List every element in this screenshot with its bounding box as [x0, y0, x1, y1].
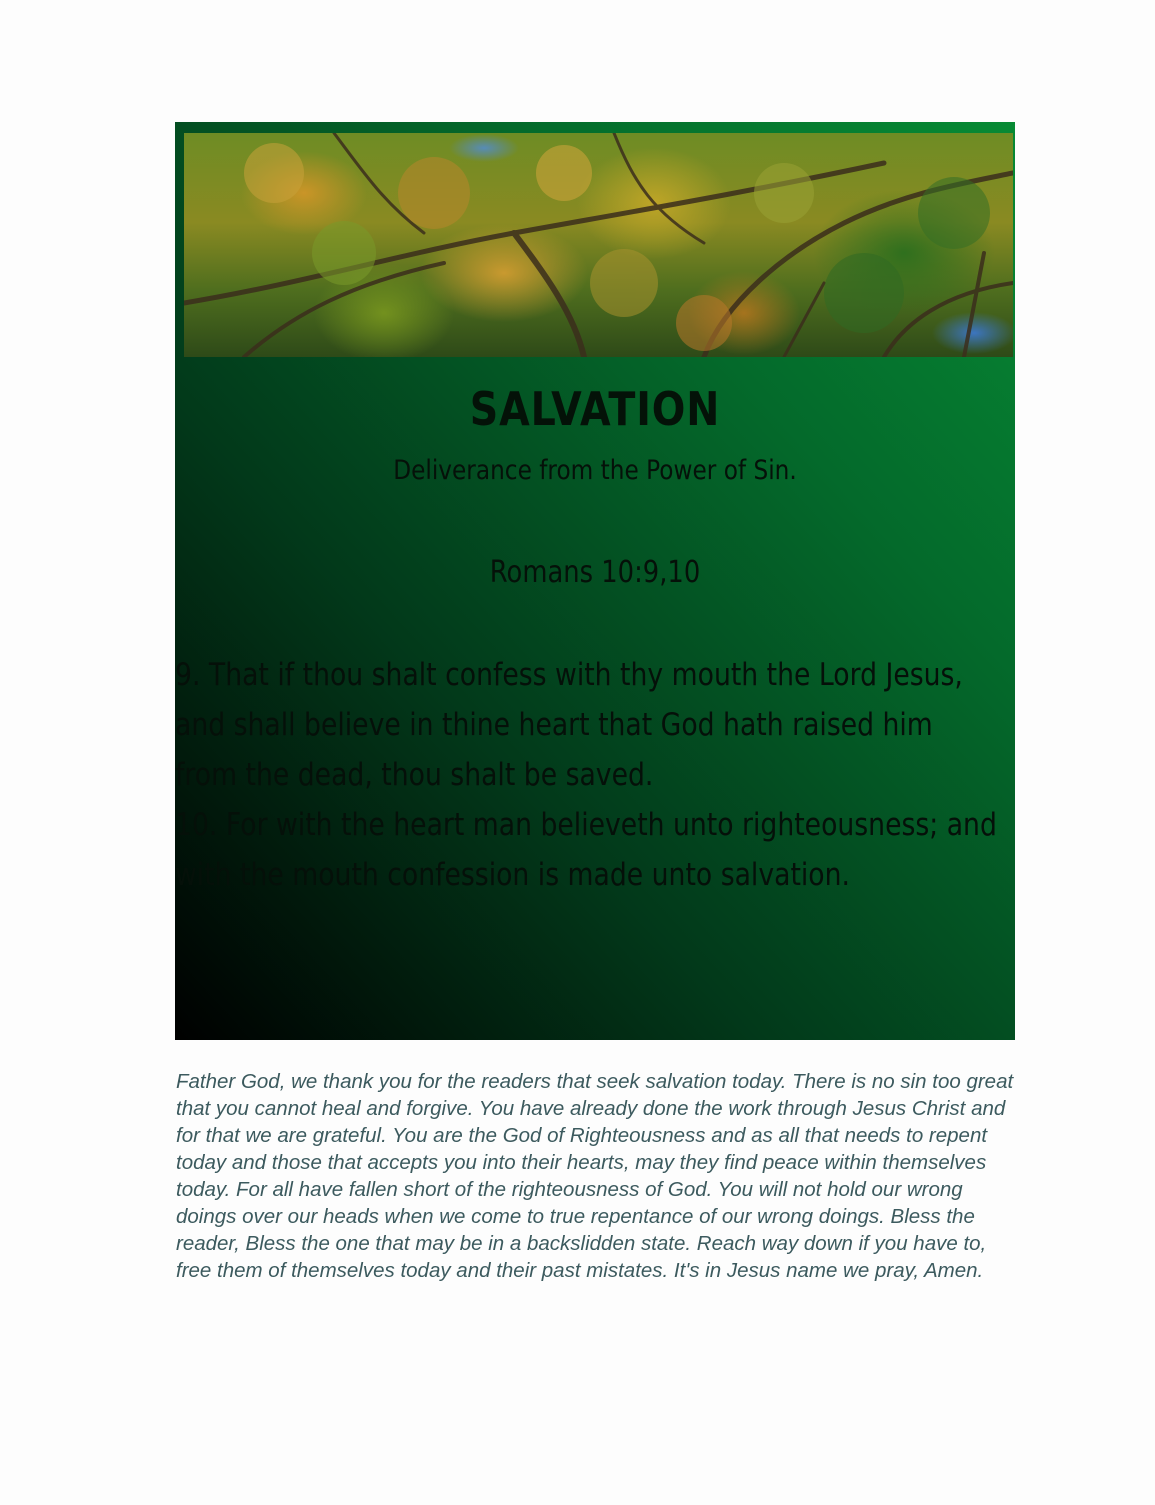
- scripture-reference: Romans 10:9,10: [489, 555, 701, 590]
- banner-title: SALVATION: [469, 382, 721, 436]
- banner-subtitle: Deliverance from the Power of Sin.: [393, 455, 797, 486]
- prayer-paragraph: Father God, we thank you for the readers that seek salvation today. There is no sin too great that you cannot heal and forgive. You have already done the work through Jesus Christ and for that we are grateful. You are the God of Righteousness and as all that needs to repent today and those that accepts you into their hearts, may they find peace within themselves today. For all have fallen short of the righteousness of God. You will not hold our wrong doings over our heads when we come to true repentance of our wrong doings. Bless the reader, Bless the one that may be in a backslidden state. Reach way down if you have to, free them of themselves today and their past mistates. It's in Jesus name we pray, Amen.: [176, 1070, 1014, 1282]
- verse-9: 9. That if thou shalt confess with thy mouth the Lord Jesus, and shall believe in thine heart that God hath raised him from the dead, thou shalt be saved.: [175, 657, 963, 793]
- autumn-tree-photo: [184, 133, 1013, 357]
- verse-10: 10. For with the heart man believeth unto righteousness; and with the mouth confession is made unto salvation.: [175, 807, 997, 893]
- scripture-verses: [175, 650, 1001, 900]
- tree-branches-illustration: [184, 133, 1013, 357]
- salvation-banner: [175, 122, 1015, 1040]
